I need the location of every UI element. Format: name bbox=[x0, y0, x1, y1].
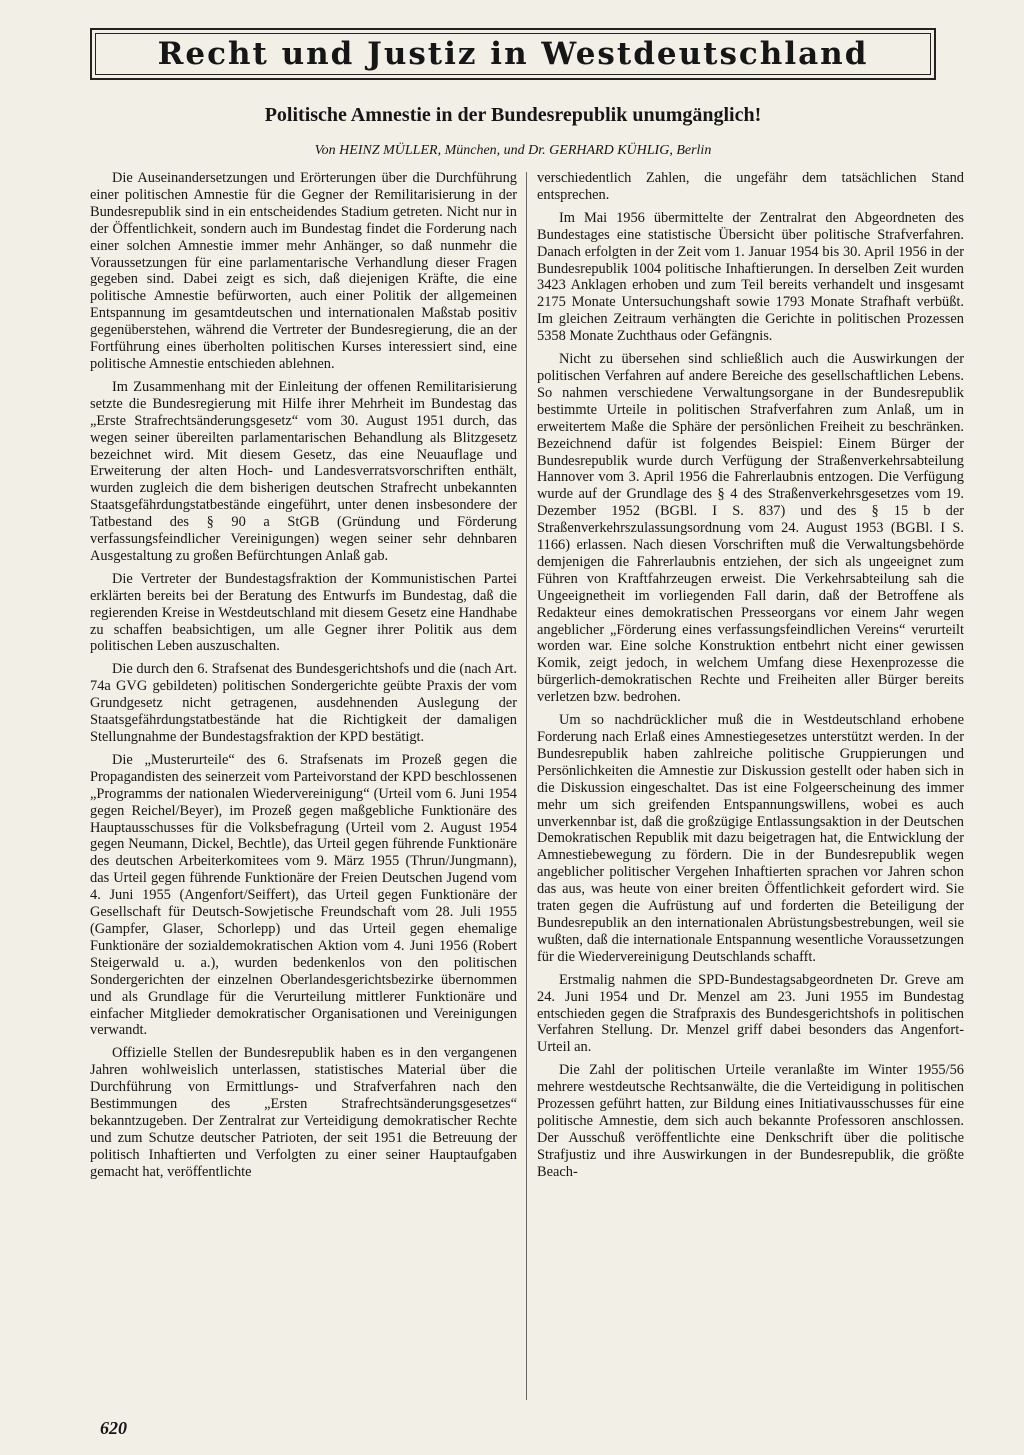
page-number: 620 bbox=[100, 1418, 127, 1438]
paragraph: Die Auseinandersetzungen und Erörterungen über die Durchführung einer politischen Amnestie für die Gegner der Remilitarisierung in der Bundesrepublik sind in ein entscheidendes Stadium getreten. Nicht nur in der Öffentlichkeit, sondern auch im Bundestag findet die Forderung nach einer solchen Amnestie immer mehr Anhänger, so daß nunmehr die Voraussetzungen für eine parlamentarische Verhandlung dieser Fragen gegeben sind. Dabei zeigt es sich, daß diejenigen Kräfte, die eine politische Amnestie befürworten, auch einer Politik der allgemeinen Entspannung im gesamtdeutschen und internationalen Maßstab positiv gegenüberstehen, während die Vertreter der Bundesregierung, die an der Fortführung eines überholten politischen Kurses interessiert sind, eine politische Amnestie entschieden ablehnen. bbox=[90, 170, 517, 372]
paragraph: Im Mai 1956 übermittelte der Zentralrat den Abgeordneten des Bundestages eine statistische Übersicht über politische Strafverfahren. Danach erfolgten in der Zeit vom 1. Januar 1954 bis 30. April 1956 in der Bundesrepublik 1004 politische Inhaftierungen. In derselben Zeit wurden 3423 Anklagen erhoben und zum Teil bereits verhandelt und insgesamt 2175 Monate Untersuchungshaft sowie 1793 Monate Strafhaft verbüßt. Im gleichen Zeitraum verhängten die Gerichte in politischen Prozessen 5358 Monate Zuchthaus oder Gefängnis. bbox=[537, 209, 964, 345]
paragraph: Die durch den 6. Strafsenat des Bundesgerichtshofs und die (nach Art. 74a GVG gebildeten) politischen Sondergerichte geübte Praxis der vom Grundgesetz nicht getragenen, ausdehnenden Auslegung der Staatsgefährdungstatbestände hat die Richtigkeit der damaligen Stellungnahme der Bundestagsfraktion der KPD bestätigt. bbox=[90, 661, 517, 745]
paragraph-continuation: verschiedentlich Zahlen, die ungefähr dem tatsächlichen Stand entsprechen. bbox=[537, 170, 964, 203]
paragraph: Erstmalig nahmen die SPD-Bundestagsabgeordneten Dr. Greve am 24. Juni 1954 und Dr. Menzel am 23. Juni 1955 im Bundestag entschieden gegen die Strafpraxis des Bundesgerichtshofs in politischen Verfahren Stellung. Dr. Menzel griff dabei besonders das Angenfort-Urteil an. bbox=[537, 971, 964, 1056]
article-headline: Politische Amnestie in der Bundesrepublik unumgänglich! bbox=[264, 104, 762, 126]
section-title: Recht und Justiz in Westdeutschland bbox=[157, 36, 869, 72]
paragraph: Die Vertreter der Bundestagsfraktion der Kommunistischen Partei erklärten bereits bei der Beratung des Entwurfs im Bundestag, daß die regierenden Kreise in Westdeutschland mit diesem Gesetz eine Handhabe zu schaffen beabsichtigen, um alle Gegner ihrer Politik aus dem politischen Leben auszuschalten. bbox=[90, 570, 517, 655]
paragraph: Im Zusammenhang mit der Einleitung der offenen Remilitarisierung setzte die Bundesregierung mit Hilfe ihrer Mehrheit im Bundestag das „Erste Strafrechtsänderungsgesetz“ vom 30. August 1951 durch, das wegen seiner übereilten parlamentarischen Behandlung als Blitzgesetz bezeichnet wird. Mit diesem Gesetz, das eine Neuauflage und Erweiterung der alten Hoch- und Landesverratsvorschriften enthält, wurden zugleich die dem bisherigen deutschen Strafrecht unbekannten Staatsgefährdungstatbestände eingeführt, unter denen insbesondere der Tatbestand des § 90 a StGB (Gründung und Förderung verfassungsfeindlicher Vereinigungen) wegen seiner sehr dehnbaren Ausgestaltung zu großen Befürchtungen Anlaß gab. bbox=[90, 378, 517, 564]
paragraph: Die Zahl der politischen Urteile veranlaßte im Winter 1955/56 mehrere westdeutsche Rechtsanwälte, die die Verteidigung in politischen Prozessen geführt hatten, zur Bildung eines Initiativausschusses für eine politische Amnestie, dem sich auch bekannte Professoren anschlossen. Der Ausschuß veröffentlichte eine Denkschrift über die politische Strafjustiz und ihre Auswirkungen in der Bundesrepublik, die größte Beach- bbox=[537, 1062, 964, 1180]
left-column bbox=[90, 170, 517, 1410]
paragraph: Um so nachdrücklicher muß die in Westdeutschland erhobene Forderung nach Erlaß eines Amnestiegesetzes unterstützt werden. In der Bundesrepublik haben zahlreiche politische Gruppierungen und Persönlichkeiten die Amnestie zur Diskussion gestellt oder haben sich in die Diskussion eingeschaltet. Das ist eine Folgeerscheinung des immer mehr um sich greifenden Entspannungswillens, wobei es auch unverkennbar ist, daß die großzügige Entlassungsaktion in der Deutschen Demokratischen Republik mit dazu beigetragen hat, die Entwicklung der Amnestiebewegung zu fördern. Die in der Bundesrepublik wegen angeblicher politischer Vergehen Inhaftierten sprachen vor Jahren schon das aus, was heute von einer breiten Öffentlichkeit gefordert wird. Sie traten gegen die Aufrüstung auf und forderten die Beteiligung der Bundesrepublik an den internationalen Abrüstungsbestrebungen, weil sie wußten, daß die internationale Entspannung wesentliche Voraussetzungen für die Wiedervereinigung Deutschlands schafft. bbox=[537, 712, 964, 965]
article-byline: Von HEINZ MÜLLER, München, und Dr. GERHARD KÜHLIG, Berlin bbox=[314, 143, 712, 158]
paragraph: Offizielle Stellen der Bundesrepublik haben es in den vergangenen Jahren wohlweislich unterlassen, statistisches Material über die Durchführung von Ermittlungs- und Strafverfahren nach den Bestimmungen des „Ersten Strafrechtsänderungsgesetzes“ bekanntzugeben. Der Zentralrat zur Verteidigung demokratischer Rechte und zum Schutze deutscher Patrioten, der seit 1951 die Betreuung der politisch Inhaftierten und Verfolgten zu einer seiner Hauptaufgaben gemacht hat, veröffentlichte bbox=[90, 1045, 517, 1180]
right-column bbox=[537, 170, 964, 1410]
paragraph: Nicht zu übersehen sind schließlich auch die Auswirkungen der politischen Verfahren auf andere Bereiche des gesellschaftlichen Lebens. So nahmen verschiedene Verwaltungsorgane in der Bundesrepublik bestimmte Urteile in politischen Strafverfahren zum Anlaß, um in erweitertem Maße die Sphäre der persönlichen Freiheit zu beschränken. Bezeichnend dafür ist folgendes Beispiel: Einem Bürger der Bundesrepublik wurde durch Verfügung der Straßenverkehrsabteilung Hannover vom 3. April 1956 die Fahrerlaubnis entzogen. Die Verfügung wurde auf der Grundlage des § 4 des Straßenverkehrsgesetzes vom 19. Dezember 1952 (BGBl. I S. 837) und des § 15 b der Straßenverkehrszulassungsordnung vom 24. August 1953 (BGBl. I S. 1166) erlassen. Nach diesen Vorschriften muß die Verwaltungsbehörde demjenigen die Fahrerlaubnis entziehen, der sich als ungeeignet zum Führen von Kraftfahrzeugen erweist. Die Verkehrsabteilung sah die Ungeeignetheit im vorliegenden Fall darin, daß der Betroffene als Redakteur eines demokratischen Presseorgans vor einem Jahr wegen angeblicher „Förderung eines verfassungsfeindlichen Vereins“ verurteilt worden war. Eine solche Konstruktion entbehrt nicht einer gewissen Komik, zeigt jedoch, in welchem Umfang diese Hexenprozesse die bürgerlich-demokratischen Rechte und Freiheiten aller Bürger bereits verletzen bzw. bedrohen. bbox=[537, 351, 964, 706]
paragraph: Die „Musterurteile“ des 6. Strafsenats im Prozeß gegen die Propagandisten des seinerzeit vom Parteivorstand der KPD beschlossenen „Programms der nationalen Wiedervereinigung“ (Urteil vom 6. Juni 1954 gegen Reichel/Beyer), im Prozeß gegen maßgebliche Funktionäre des Hauptausschusses für die Volksbefragung (Urteil vom 2. August 1954 gegen Neumann, Dickel, Bechtle), das Urteil gegen führende Funktionäre des deutschen Arbeiterkomitees vom 9. März 1955 (Thrun/Jungmann), das Urteil gegen führende Funktionäre der Freien Deutschen Jugend vom 4. Juni 1955 (Angenfort/Seiffert), das Urteil gegen Funktionäre der Gesellschaft für Deutsch-Sowjetische Freundschaft vom 28. Juli 1955 (Gampfer, Glaser, Schorlepp) und das Urteil gegen ehemalige Funktionäre der sozialdemokratischen Aktion vom 4. Juni 1956 (Robert Steigerwald u. a.), wurden bedenkenlos von den politischen Sondergerichten der einzelnen Oberlandesgerichtsbezirke übernommen und als Grundlage für die Verurteilung mittlerer Funktionäre und einfacher Mitglieder demokratischer Organisationen und Vereinigungen verwandt. bbox=[90, 751, 517, 1039]
column-divider bbox=[526, 172, 527, 1400]
section-banner bbox=[90, 28, 936, 80]
